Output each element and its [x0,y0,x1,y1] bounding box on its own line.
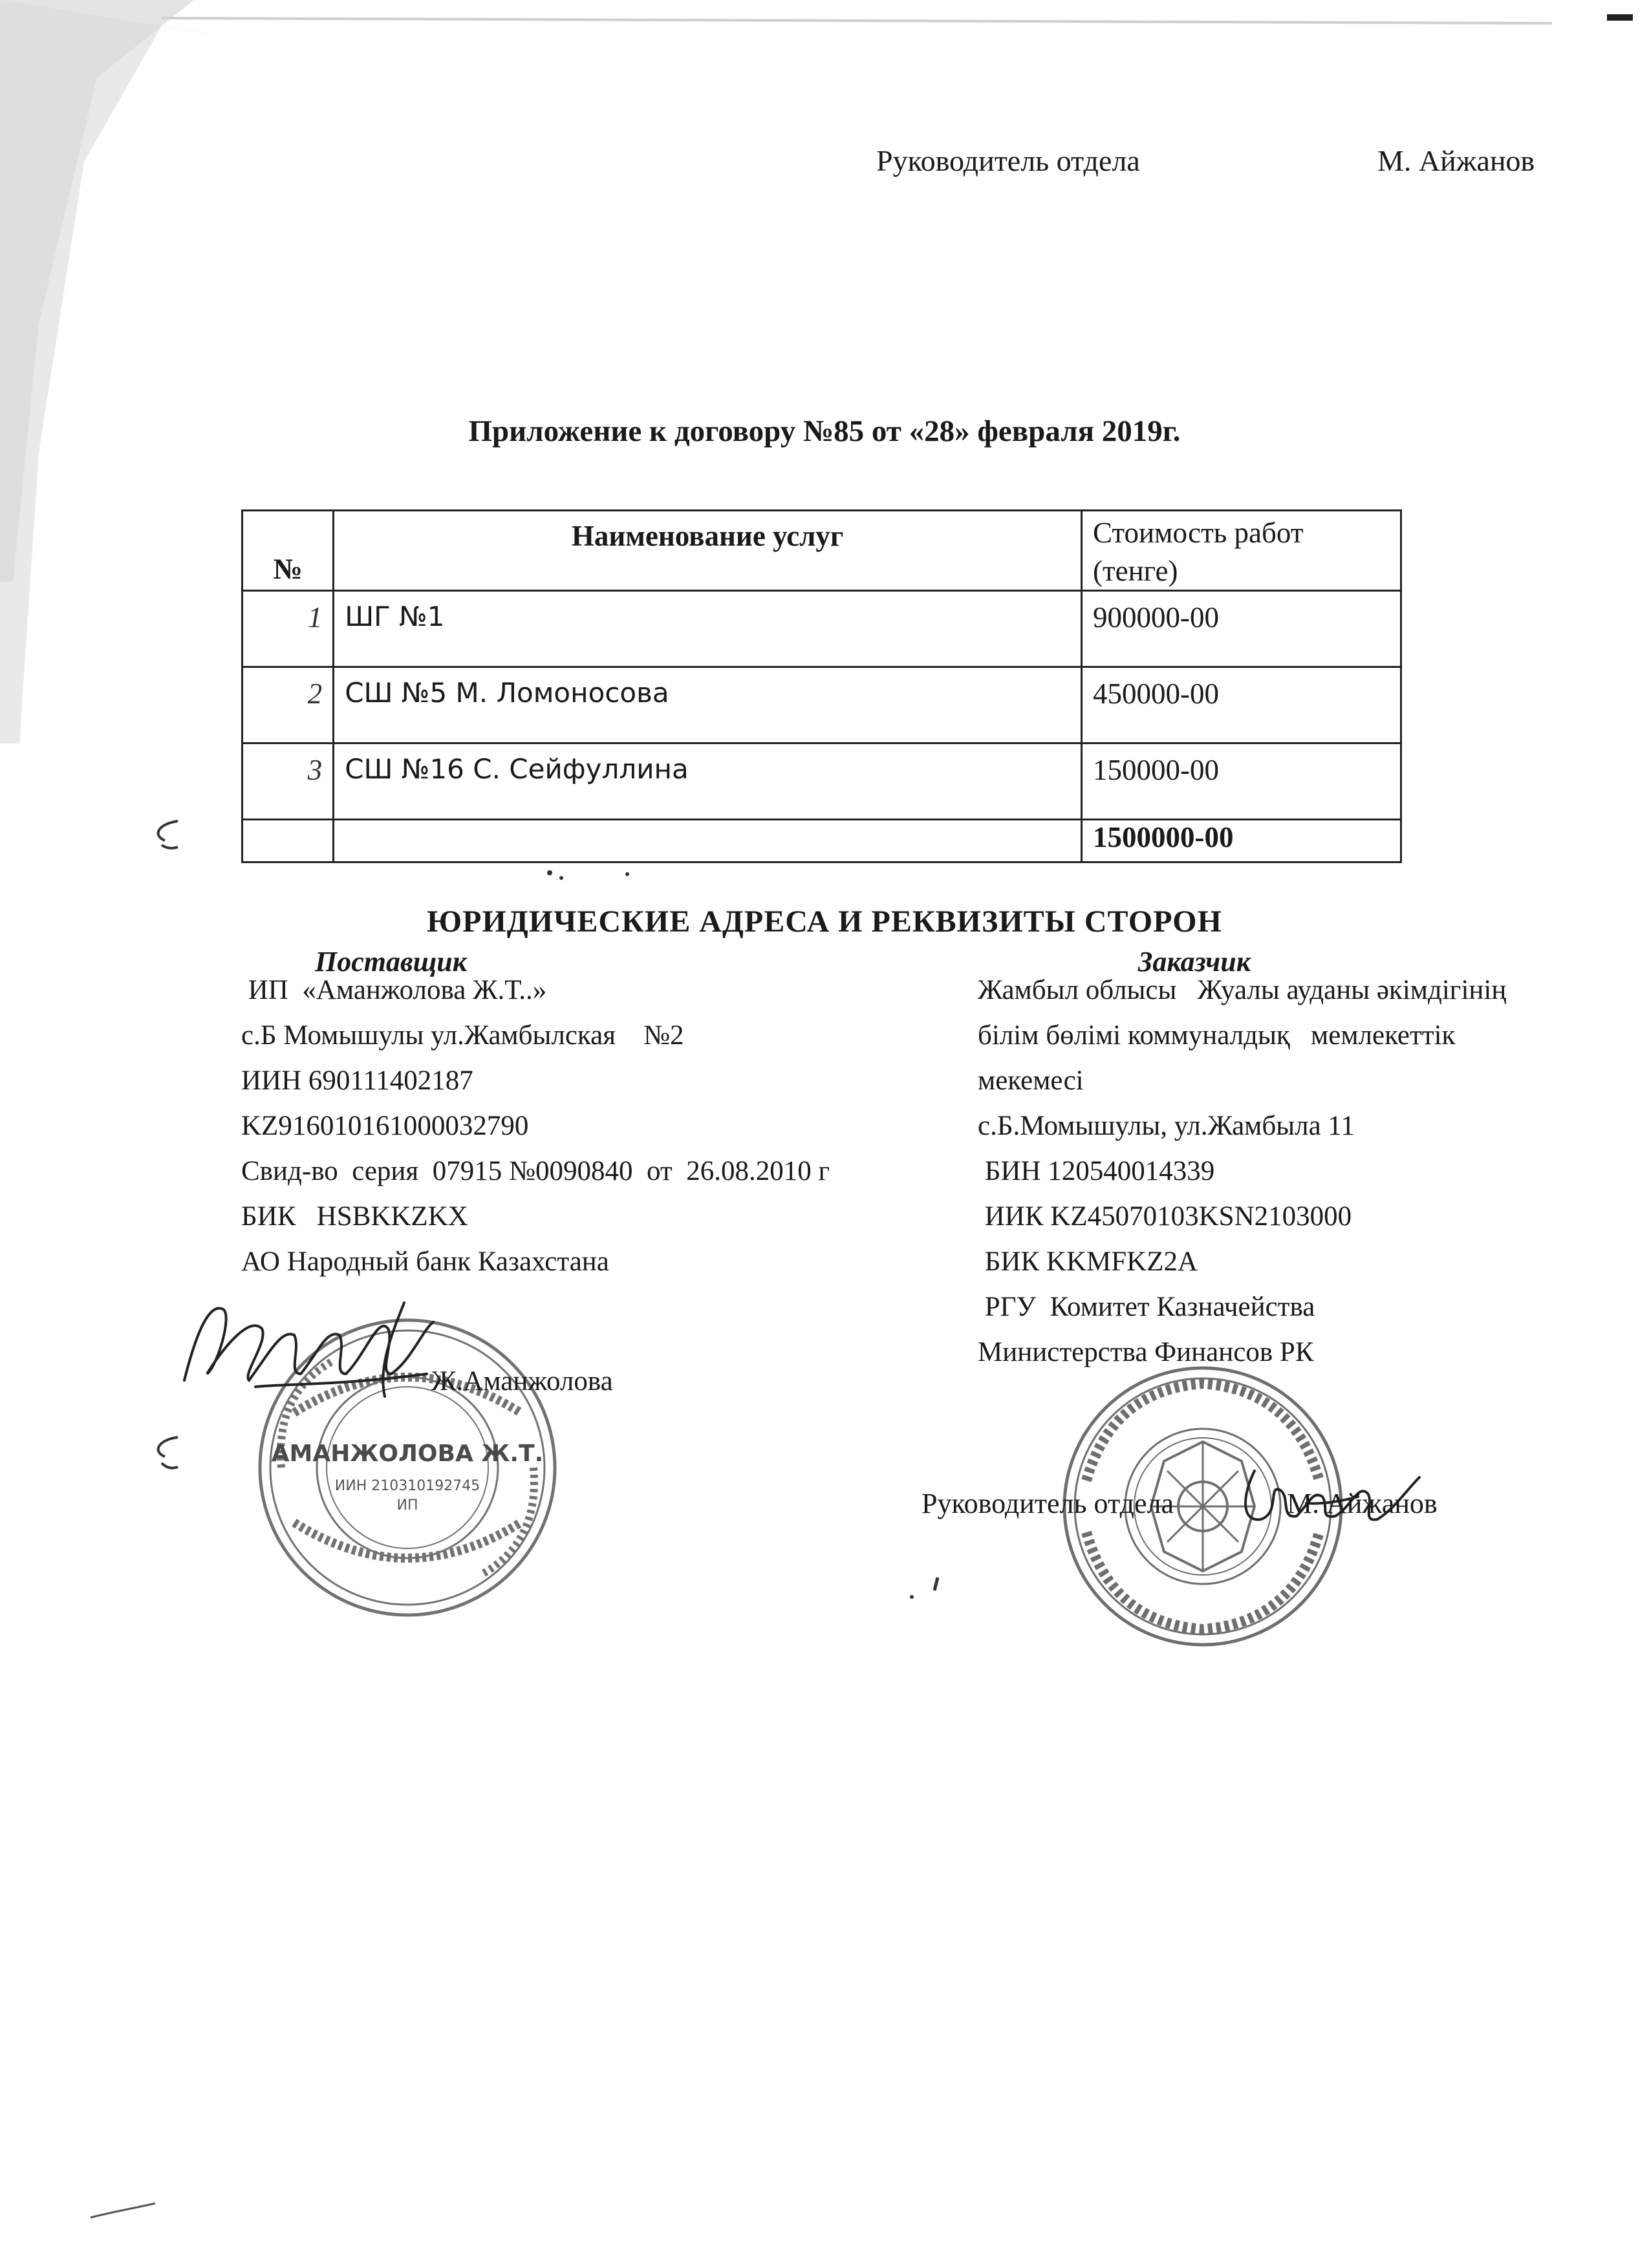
supplier-stamp-center-text: АМАНЖОЛОВА Ж.Т. [271,1440,544,1467]
row-cost: 150000-00 [1081,744,1401,820]
customer-signer-role: Руководитель отдела [921,1488,1174,1519]
row-num: 3 [242,744,334,820]
supplier-stamp-label: ИП [396,1497,418,1514]
top-signature-line [0,144,1649,182]
hole-punch-mark [146,816,184,855]
top-signer-role: Руководитель отдела [876,144,1140,177]
header-num: № [242,511,334,591]
customer-line: білім бөлімі коммуналдық мемлекеттік [978,1020,1456,1051]
scan-speck [543,860,653,886]
total-empty-num [242,820,334,862]
table-header-row [242,511,1401,591]
customer-details [978,968,1506,1375]
supplier-line: с.Б Момышулы ул.Жамбылская №2 [241,1020,684,1051]
row-service-name: ШГ №1 [334,591,1082,667]
customer-line: мекемесі [978,1065,1084,1096]
customer-line: Министерства Финансов РК [978,1337,1314,1367]
row-service-name: СШ №5 М. Ломоносова [334,667,1082,744]
supplier-line: KZ916010161000032790 [241,1111,529,1141]
requisites-title: ЮРИДИЧЕСКИЕ АДРЕСА И РЕКВИЗИТЫ СТОРОН [427,904,1222,939]
customer-line: БИК KKMFKZ2A [978,1246,1198,1277]
customer-line: Жамбыл облысы Жуалы ауданы әкімдігінің [978,975,1507,1005]
row-cost: 900000-00 [1081,591,1401,667]
table-row [242,591,1401,667]
supplier-details [241,968,830,1285]
header-cost [1081,511,1401,591]
supplier-line: АО Народный банк Казахстана [241,1246,609,1277]
header-cost-line2: (тенге) [1092,554,1178,587]
row-cost: 450000-00 [1081,667,1401,744]
customer-signer-name: М. Айжанов [1287,1488,1438,1519]
table-total-row [242,820,1401,862]
scan-speck [905,1571,957,1610]
customer-line: РГУ Комитет Казначейства [978,1292,1315,1322]
customer-line: с.Б.Момышулы, ул.Жамбыла 11 [978,1111,1355,1141]
supplier-heading: Поставщик [315,946,468,978]
supplier-line: ИП «Аманжолова Ж.Т..» [241,975,547,1005]
row-service-name: СШ №16 С. Сейфуллина [334,744,1082,820]
supplier-signature [171,1290,443,1403]
top-signer-name: М. Айжанов [1377,144,1535,177]
total-cost: 1500000-00 [1081,820,1401,862]
customer-line: БИН 120540014339 [978,1156,1215,1186]
supplier-line: БИК HSBKKZKX [241,1201,468,1232]
header-service-name: Наименование услуг [334,511,1082,591]
table-row [242,667,1401,744]
customer-line: ИИК KZ45070103KSN2103000 [978,1201,1352,1232]
hole-punch-mark [146,1432,184,1477]
services-table [241,509,1402,863]
header-cost-line1: Стоимость работ [1092,517,1304,549]
table-row [242,744,1401,820]
scan-speck [84,2198,162,2224]
row-num: 2 [242,667,334,744]
document-title: Приложение к договору №85 от «28» февраля 2019г. [468,414,1181,448]
supplier-stamp-inn: ИИН 210310192745 [334,1478,480,1494]
supplier-signature-name: Ж.Аманжолова [431,1366,613,1396]
supplier-line: ИИН 690111402187 [241,1065,473,1096]
total-empty-name [334,820,1082,862]
supplier-line: Свид-во серия 07915 №0090840 от 26.08.2010 г [241,1156,830,1186]
row-num: 1 [242,591,334,667]
customer-heading: Заказчик [1138,946,1251,978]
